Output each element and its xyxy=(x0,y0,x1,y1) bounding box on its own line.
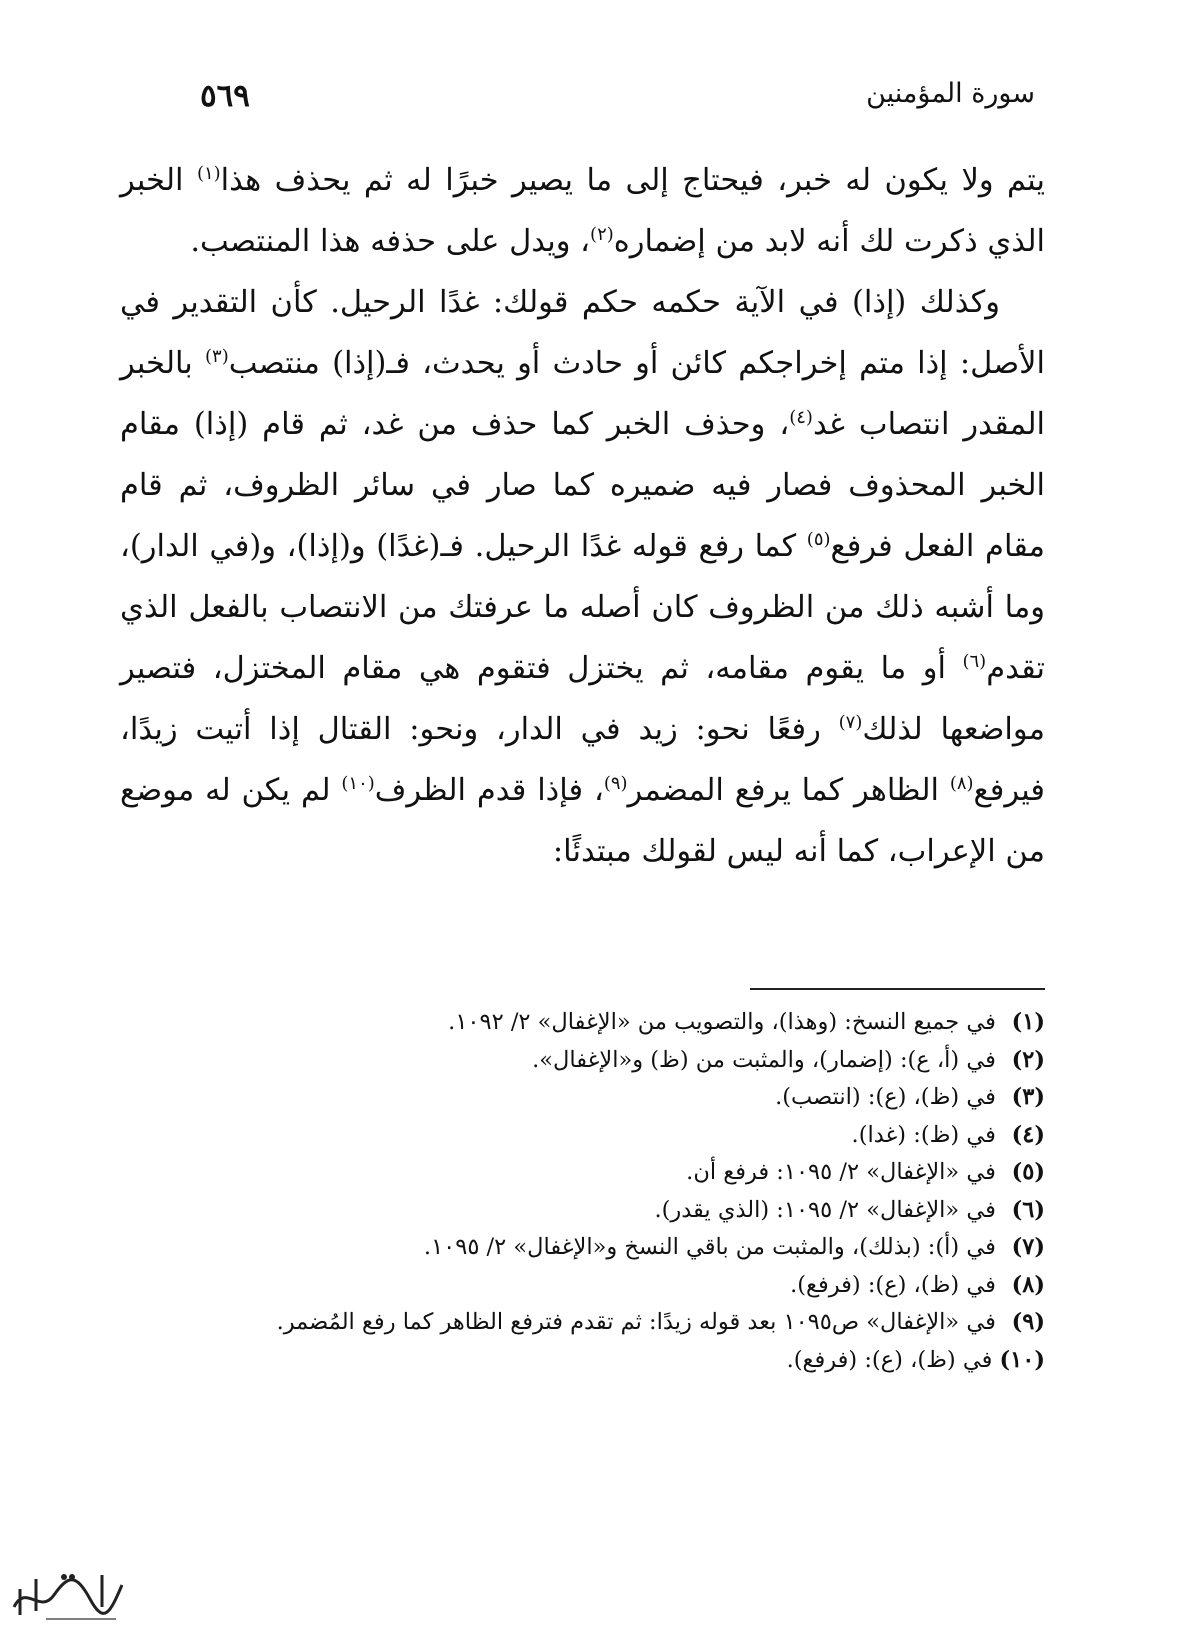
text-run: لم يكن له موضع من الإعراب، كما أنه ليس لقولك مبتدئًا: xyxy=(120,773,1045,869)
footnote-number: (٢) xyxy=(1011,1046,1045,1073)
footnote xyxy=(70,1229,1045,1267)
footnote-number: (٦) xyxy=(1011,1196,1045,1223)
footnote xyxy=(70,1154,1045,1192)
surah-title: سورة المؤمنين xyxy=(866,78,1035,109)
footnote-number: (٩) xyxy=(1011,1309,1045,1335)
footnote-divider xyxy=(750,988,1045,990)
footnote-ref-5: (٥) xyxy=(806,528,831,550)
text-run: الظاهر كما يرفع المضمر xyxy=(627,773,950,808)
footnote-ref-4: (٤) xyxy=(789,406,813,428)
text-run: ، وحذف الخبر كما حذف من غد، ثم قام (إذا) مقام الخبر المحذوف فصار فيه ضميره كما صار في سائر الظروف، ثم قام مقام الفعل فرفع xyxy=(120,407,1046,564)
footnote xyxy=(70,1192,1045,1230)
footnote-number: (٨) xyxy=(1011,1271,1045,1298)
main-text xyxy=(120,150,1045,882)
footnote-number: (١) xyxy=(1011,1009,1045,1035)
logo-stroke xyxy=(20,1575,102,1615)
text-run: كما رفع قوله غدًا الرحيل. فـ(غدًا) و(إذا)، و(في الدار)، وما أشبه ذلك من الظروف كان أصله ما عرفتك من الانتصاب بالفعل الذي تقدم xyxy=(120,529,1045,686)
footnote-text: في جميع النسخ: (وهذا)، والتصويب من «الإغفال» ٢/ ١٠٩٢. xyxy=(448,1009,996,1035)
footnote-ref-7: (٧) xyxy=(838,711,863,733)
footnote-ref-6: (٦) xyxy=(962,650,987,672)
footnote xyxy=(70,1079,1045,1117)
footnote-ref-8: (٨) xyxy=(949,772,974,794)
logo-dot xyxy=(61,1574,67,1580)
footnote-number: (٣) xyxy=(1011,1084,1045,1110)
text-run: رفعًا نحو: زيد في الدار، ونحو: القتال إذا أتيت زيدًا، فيرفع xyxy=(120,712,1045,808)
footnote-ref-10: (١٠) xyxy=(341,772,375,794)
footnote-ref-3: (٣) xyxy=(205,345,229,367)
footnote xyxy=(70,1267,1045,1305)
text-run: الخبر الذي ذكرت لك أنه لابد من إضماره xyxy=(120,163,1045,259)
text-run: يتم ولا يكون له خبر، فيحتاج إلى ما يصير خبرًا له ثم يحذف هذا xyxy=(220,163,1045,198)
footnote xyxy=(70,1342,1045,1380)
running-header xyxy=(120,78,1045,128)
footnote-number: (٤) xyxy=(1011,1121,1045,1148)
paragraph-2 xyxy=(120,272,1045,882)
footnotes-list xyxy=(70,1004,1045,1379)
text-run: ، فإذا قدم الظرف xyxy=(374,773,604,808)
text-run: وكذلك (إذا) في الآية حكمه حكم قولك: غدًا الرحيل. كأن التقدير في الأصل: إذا متم إخراجكم كائن أو حادث أو يحدث، فـ(إذا) منتصب xyxy=(120,285,1045,381)
page-number: ٥٦٩ xyxy=(200,78,250,114)
footnote-text: في (أ): (بذلك)، والمثبت من باقي النسخ و«الإغفال» ٢/ ١٠٩٥. xyxy=(423,1234,996,1260)
footnote-text: في (ظ): (غدا). xyxy=(851,1121,996,1148)
footnote-text: في (ظ)، (ع): (فرفع). xyxy=(790,1271,996,1298)
footnote xyxy=(70,1117,1045,1155)
footnote-ref-2: (٢) xyxy=(590,223,614,245)
book-page xyxy=(120,64,1045,1604)
footnote xyxy=(70,1304,1045,1342)
footnote-text: في «الإغفال» ٢/ ١٠٩٥: (الذي يقدر). xyxy=(654,1196,996,1223)
publisher-logo xyxy=(6,1555,130,1627)
footnote-number: (١٠) xyxy=(999,1346,1045,1373)
footnote-number: (٥) xyxy=(1011,1159,1045,1185)
paragraph-1 xyxy=(120,150,1045,272)
footnote xyxy=(70,1042,1045,1080)
footnote-number: (٧) xyxy=(1011,1234,1045,1260)
text-run: بالخبر المقدر انتصاب غد xyxy=(120,346,1045,442)
footnote-text: في «الإغفال» ٢/ ١٠٩٥: فرفع أن. xyxy=(686,1159,996,1185)
logo-dot xyxy=(69,1574,75,1580)
footnote-text: في (ظ)، (ع): (انتصب). xyxy=(775,1084,996,1110)
footnote-text: في «الإغفال» ص١٠٩٥ بعد قوله زيدًا: ثم تقدم فترفع الظاهر كما رفع المُضمر. xyxy=(276,1309,996,1335)
footnote-text: في (أ، ع): (إضمار)، والمثبت من (ظ) و«الإغفال». xyxy=(532,1046,996,1073)
footnote-ref-9: (٩) xyxy=(603,772,628,794)
footnote xyxy=(70,1004,1045,1042)
footnote-ref-1: (١) xyxy=(196,162,221,184)
footnote-text: في (ظ)، (ع): (فرفع). xyxy=(786,1346,993,1373)
text-run: أو ما يقوم مقامه، ثم يختزل فتقوم هي مقام المختزل، فتصير مواضعها لذلك xyxy=(120,651,1045,747)
text-run: ، ويدل على حذفه هذا المنتصب. xyxy=(190,224,591,259)
logo-stroke xyxy=(14,1580,122,1614)
